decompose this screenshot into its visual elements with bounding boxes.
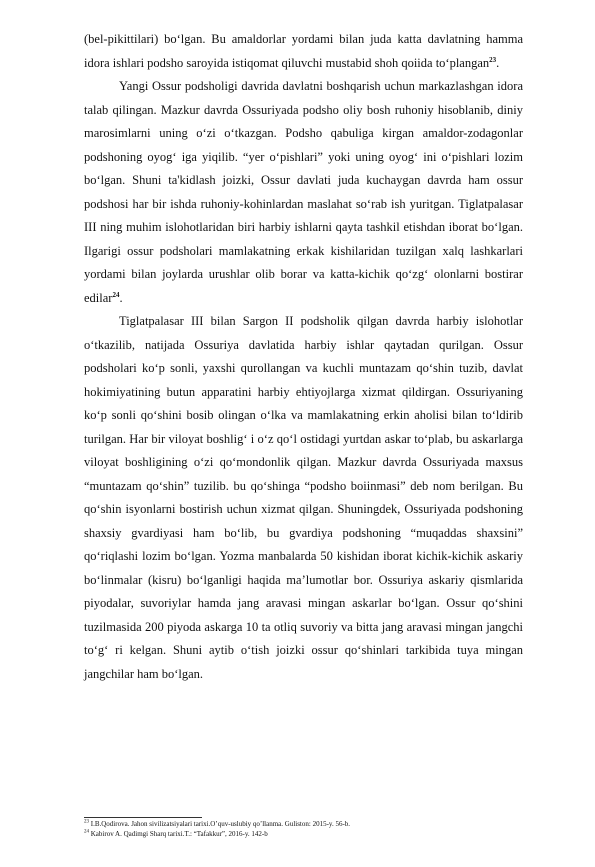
footnote-number: 24: [84, 829, 89, 835]
footnote-text: Kabirov A. Qadimgi Sharq tarixi.T.: “Tafakkur”, 2016-y. 142-b: [90, 830, 268, 838]
paragraph-text: Tiglatpalasar III bilan Sargon II podsholik qilgan davrda harbiy islohotlar o‘tkazilib, natijada Ossuriya davlatida harbiy ishlar qaytadan qurilgan. Ossur podsholari ko‘p sonli, yaxshi qurollangan va kuchli muntazam qo‘shin tuzib, davlat hokimiyatining butun apparatini harbiy ehtiyojlarga xizmat qildirgan. Ossuriyaning ko‘p sonli qo‘shini bosib olingan o‘lka va mamlakatning erkin aholisi bilan to‘ldirib turilgan. Har bir viloyat boshlig‘ i o‘z qo‘l ostidagi yurtdan askar to‘plab, bu askarlarga viloyat boshligining o‘zi qo‘mondonlik qilgan. Mazkur davrda Ossuriyada maxsus “muntazam qo‘shin” tuzilib. bu qo‘shinga “podsho boiinmasi” deb nom berilgan. Bu qo‘shin isyonlarni bostirish uchun xizmat qilgan. Shuningdek, Ossuriyada podshoning shaxsiy gvardiyasi ham bo‘lib, bu gvardiya podshoning “muqaddas shaxsini” qo‘riqlashi lozim bo‘lgan. Yozma manbalarda 50 kishidan iborat kichik-kichik askariy bo‘linmalar (kisru) bo‘lganligi haqida ma’lumotlar bor. Ossuriya askariy qismlarida piyodalar, suvoriylar hamda jang aravasi mingan askarlar bo‘lgan. Ossur qo‘shini tuzilmasida 200 piyoda askarga 10 ta otliq suvoriy va bitta jang aravasi mingan jangchi to‘g‘ ri kelgan. Shuni aytib o‘tish joizki ossur qo‘shinlari tarkibida tuya mingan jangchilar ham bo‘lgan.: [84, 314, 523, 681]
paragraph-3: [84, 310, 523, 686]
footnote-number: 23: [84, 819, 89, 825]
footnote-23: [84, 819, 523, 829]
footnote-text: I.B.Qodirova. Jahon sivilizatsiyalari tarixi.O’quv-uslubiy qo’llanma. Guliston: 2015-y. 56-b.: [90, 820, 351, 828]
footnote-separator: [84, 817, 202, 818]
paragraph-2: [84, 75, 523, 310]
paragraph-end: .: [119, 290, 123, 305]
paragraph-text: (bel-pikittilari) bo‘lgan. Bu amaldorlar yordami bilan juda katta davlatning hamma idora ishlari podsho saroyida istiqomat qiluvchi mustabid shoh qoiida to‘plangan: [84, 32, 523, 70]
paragraph-1: [84, 28, 523, 75]
footnotes: [84, 819, 523, 839]
footnote-ref-24[interactable]: 24: [112, 290, 120, 299]
document-body: [84, 28, 523, 686]
footnote-24: [84, 829, 523, 839]
footnote-ref-23[interactable]: 23: [489, 55, 497, 64]
paragraph-text: Yangi Ossur podsholigi davrida davlatni boshqarish uchun markazlashgan idora talab qilingan. Mazkur davrda Ossuriyada podsho oliy bosh ruhoniy hisoblanib, diniy marosimlarni uning o‘zi o‘tkazgan. Podsho qabuliga kirgan amaldor-zodagonlar podshoning oyog‘ iga yiqilib. “yer o‘pishlari” yoki uning oyog‘ ini o‘pishlari lozim bo‘lgan. Shuni ta'kidlash joizki, Ossur davlati juda kuchaygan davrda ham ossur podshosi har bir ishda ruhoniy-kohinlardan maslahat so‘rab ish yuritgan. Tiglatpalasar III ning muhim islohotlaridan biri harbiy ishlarni qayta tashkil etishdan iborat bo‘lgan. Ilgarigi ossur podsholari mamlakatning erkak kishilaridan tuzilgan xalq lashkarlari yordami bilan joylarda urushlar olib borar va katta-kichik qo‘zg‘ olonlarni bostirar edilar: [84, 79, 523, 305]
paragraph-end: .: [496, 55, 500, 70]
